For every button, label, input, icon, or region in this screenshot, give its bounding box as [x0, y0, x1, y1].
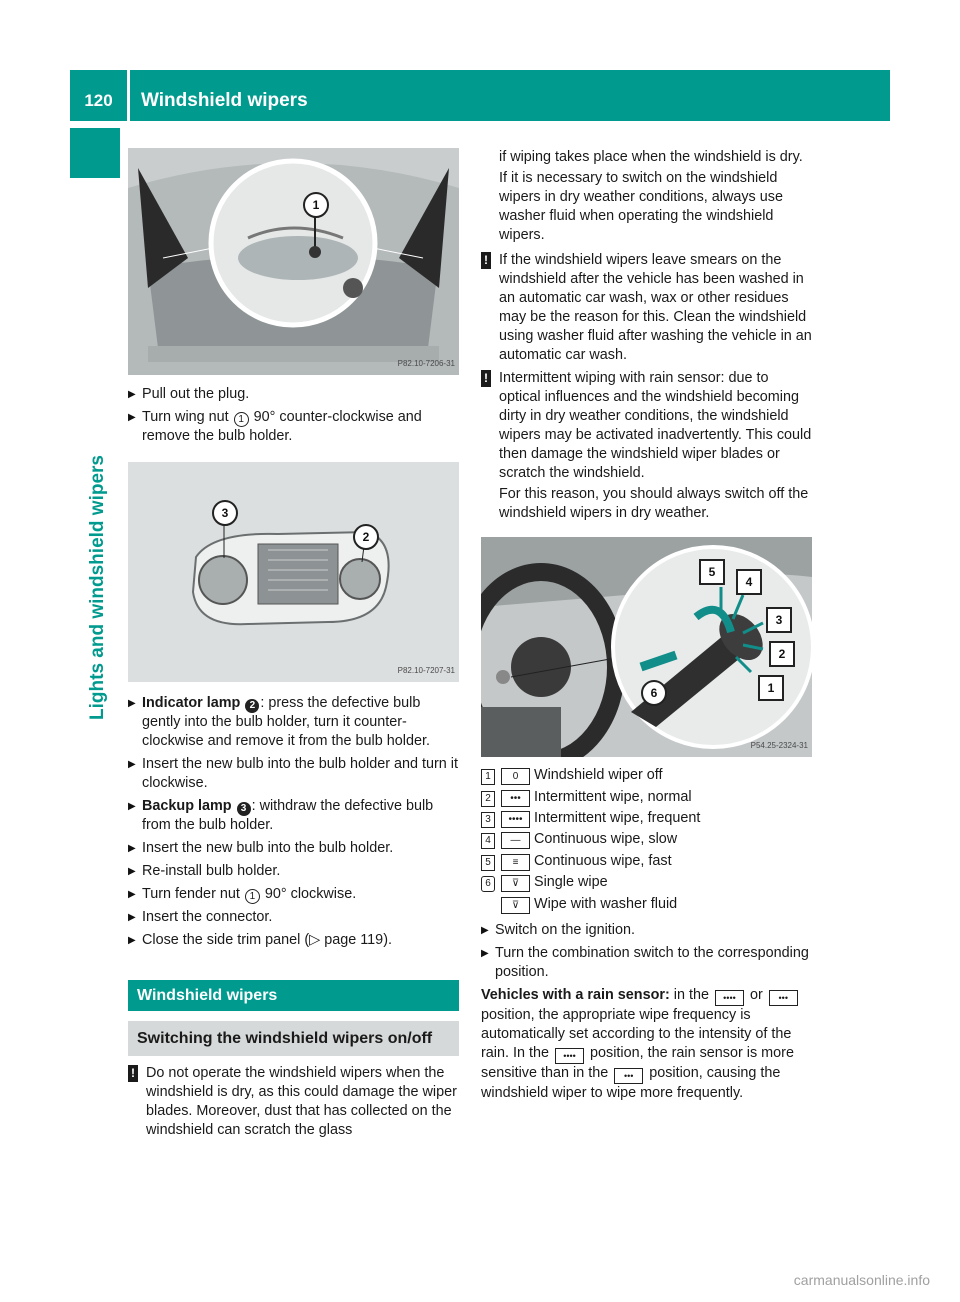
step-text: Re-install bulb holder. — [142, 863, 281, 879]
arrow-icon: ▶ — [128, 759, 136, 770]
arrow-icon: ▶ — [128, 843, 136, 854]
callout-1: 1 — [758, 675, 784, 701]
list-item — [481, 893, 812, 914]
step-item — [128, 862, 459, 881]
list-item — [481, 829, 812, 850]
section-heading: Windshield wipers — [128, 980, 459, 1011]
bulb-holder-illustration — [128, 462, 459, 682]
warning-icon: ! — [481, 370, 491, 387]
intermittent-normal-icon: ••• — [614, 1068, 643, 1084]
figure-bulb-holder — [128, 462, 459, 682]
figure-trunk — [128, 148, 459, 375]
callout-5: 5 — [699, 559, 725, 585]
rain-sensor-paragraph: Vehicles with a rain sensor: in the •••• or ••• position, the appropriate wipe frequency is automatically set according to the intensity of the rain. In the •••• position, the rain sensor is more sensitive than in the ••• position, causing the windshield wiper to wipe more frequently. — [481, 986, 812, 1103]
step-text: Switch on the ignition. — [495, 921, 635, 938]
step-item — [128, 385, 459, 404]
step-text: Indicator lamp 2 : press the defective bulb gently into the bulb holder, turn it counter-clockwise and remove it from the bulb holder. — [142, 695, 430, 749]
arrow-icon: ▶ — [128, 889, 136, 900]
figure-combination-switch — [481, 537, 812, 757]
warning-text: Intermittent wiping with rain sensor: due to optical influences and the windshield becoming dirty in dry weather conditions, the windshield wipers may be activated inadvertently. This could then damage the windshield wiper blades or scratch the windshield. — [499, 370, 812, 481]
step-text: Backup lamp 3 : withdraw the defective bulb from the bulb holder. — [142, 798, 434, 833]
step-item — [128, 755, 459, 793]
arrow-icon: ▶ — [128, 698, 136, 709]
chapter-tab-label: Lights and windshield wipers — [87, 455, 108, 720]
steps-a — [128, 385, 459, 446]
single-wipe-icon: ⊽ — [501, 875, 530, 892]
arrow-icon: ▶ — [128, 801, 136, 812]
arrow-icon: ▶ — [481, 924, 489, 936]
callout-ref-icon: 3 — [237, 802, 251, 816]
step-item — [128, 885, 459, 904]
arrow-icon: ▶ — [481, 947, 489, 959]
wiper-off-icon: 0 — [501, 768, 530, 785]
callout-1: 1 — [303, 192, 329, 218]
chapter-tab — [76, 185, 120, 720]
intermittent-frequent-icon: •••• — [501, 811, 530, 828]
callout-3: 3 — [766, 607, 792, 633]
position-number: 4 — [481, 833, 495, 849]
figure-code: P82.10-7206-31 — [397, 359, 455, 368]
position-label: Intermittent wipe, frequent — [534, 809, 701, 826]
callout-3: 3 — [212, 500, 238, 526]
step-item — [481, 921, 812, 940]
left-column — [128, 148, 459, 1144]
callout-ref-icon: 1 — [245, 889, 260, 904]
figure-code: P82.10-7207-31 — [397, 666, 455, 675]
header-separator — [127, 70, 130, 121]
list-item — [481, 872, 812, 893]
trunk-illustration — [128, 148, 459, 375]
step-text: Turn the combination switch to the corresponding position. — [495, 944, 809, 980]
intermittent-normal-icon: ••• — [769, 990, 798, 1006]
step-item — [128, 408, 459, 446]
position-number: 5 — [481, 855, 495, 871]
page-number: 120 — [84, 91, 113, 110]
list-item — [481, 851, 812, 872]
continuous-fast-icon: ≡ — [501, 854, 530, 871]
position-number: 1 — [481, 769, 495, 785]
wiper-positions-list — [481, 765, 812, 915]
page-reference-link[interactable]: ▷ page 119 — [309, 932, 384, 948]
step-text: Pull out the plug. — [142, 386, 250, 402]
warning-continued: if wiping takes place when the windshield is dry. — [499, 149, 803, 165]
steps-c — [481, 921, 812, 982]
arrow-icon: ▶ — [128, 389, 136, 400]
step-text: Insert the connector. — [142, 909, 273, 925]
page-title: Windshield wipers — [141, 90, 308, 111]
arrow-icon: ▶ — [128, 412, 136, 423]
warning-note — [481, 369, 812, 523]
step-text: Insert the new bulb into the bulb holder. — [142, 840, 394, 856]
step-text: Insert the new bulb into the bulb holder and turn it clockwise. — [142, 756, 459, 791]
position-label: Continuous wipe, slow — [534, 831, 678, 848]
intermittent-normal-icon: ••• — [501, 790, 530, 807]
side-block — [70, 128, 120, 178]
list-item — [481, 808, 812, 829]
step-item — [128, 931, 459, 950]
position-number: 2 — [481, 791, 495, 807]
warning-text: If the windshield wipers leave smears on the windshield after the vehicle has been washed in an automatic car wash, wax or other residues may be the reason for this. Clean the windshield using washer fluid after washing the vehicle in an automatic car wash. — [499, 252, 812, 363]
arrow-icon: ▶ — [128, 935, 136, 946]
warning-note — [481, 251, 812, 365]
position-label: Continuous wipe, fast — [534, 852, 672, 869]
callout-6: 6 — [641, 680, 667, 706]
position-label: Windshield wiper off — [534, 767, 663, 784]
position-number: 6 — [481, 876, 495, 892]
watermark: carmanualsonline.info — [793, 1272, 930, 1288]
callout-ref-icon: 2 — [245, 699, 259, 713]
intermittent-frequent-icon: •••• — [715, 990, 744, 1006]
step-item — [128, 797, 459, 835]
right-column — [481, 148, 812, 1103]
callout-ref-icon: 1 — [234, 412, 249, 427]
warning-icon: ! — [481, 252, 491, 269]
subsection-heading: Switching the windshield wipers on/off — [128, 1021, 459, 1056]
warning-note — [128, 1064, 459, 1140]
warning-text: For this reason, you should always switch off the windshield wipers in dry weather. — [499, 486, 809, 521]
step-item — [481, 944, 812, 982]
step-item — [128, 839, 459, 858]
callout-2: 2 — [769, 641, 795, 667]
position-label: Wipe with washer fluid — [534, 895, 678, 912]
callout-4: 4 — [736, 569, 762, 595]
arrow-icon: ▶ — [128, 866, 136, 877]
continuous-slow-icon: — — [501, 832, 530, 849]
warning-continued-para: If it is necessary to switch on the windshield wipers in dry weather conditions, always use washer fluid when operating the windshield wipers. — [499, 170, 783, 243]
list-item — [481, 765, 812, 786]
washer-fluid-icon: ⊽ — [501, 897, 530, 914]
position-label: Intermittent wipe, normal — [534, 788, 692, 805]
step-text: Turn fender nut 1 90° clockwise. — [142, 886, 357, 902]
step-text: Turn wing nut 1 90° counter-clockwise and remove the bulb holder. — [142, 409, 422, 444]
step-item — [128, 694, 459, 751]
warning-text: Do not operate the windshield wipers when the windshield is dry, as this could damage the wiper blades. Moreover, dust that has collected on the windshield can scratch the glass — [146, 1065, 457, 1138]
intermittent-frequent-icon: •••• — [555, 1048, 584, 1064]
step-item — [128, 908, 459, 927]
combination-switch-illustration — [481, 537, 812, 757]
warning-text-block — [499, 369, 812, 523]
callout-2: 2 — [353, 524, 379, 550]
position-number: 3 — [481, 812, 495, 828]
list-item — [481, 786, 812, 807]
warning-icon: ! — [128, 1065, 138, 1082]
step-text: Close the side trim panel (▷ page 119). — [142, 932, 392, 948]
figure-code: P54.25-2324-31 — [750, 741, 808, 750]
position-label: Single wipe — [534, 874, 608, 891]
arrow-icon: ▶ — [128, 912, 136, 923]
steps-b — [128, 694, 459, 950]
